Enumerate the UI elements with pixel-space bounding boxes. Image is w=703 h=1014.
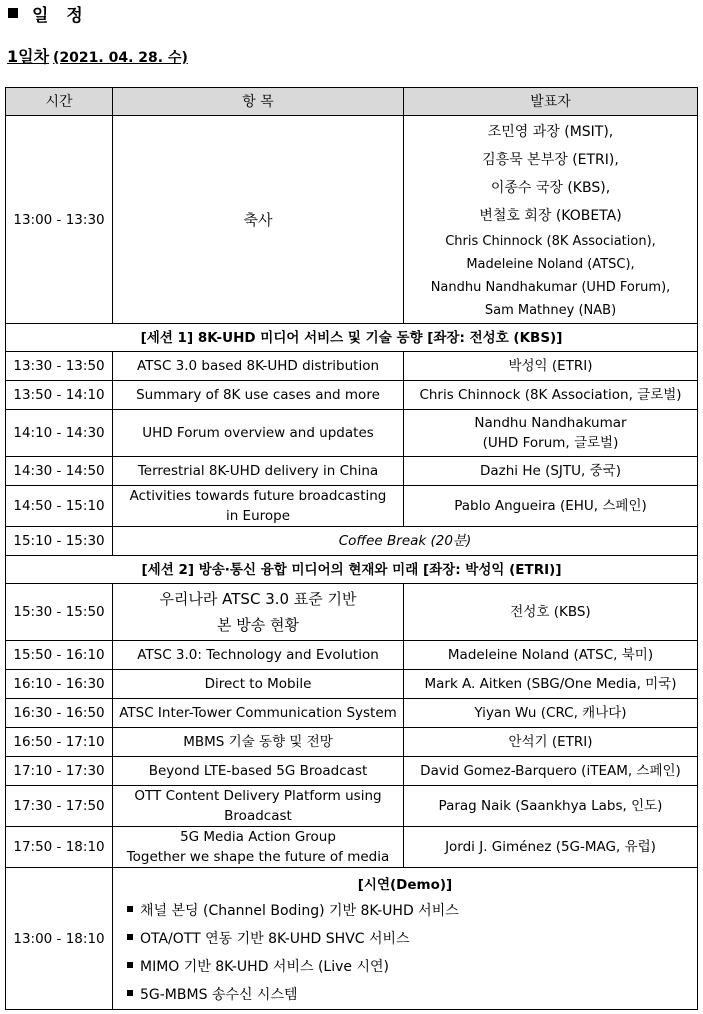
table-row: [6, 827, 698, 868]
topic-cell: ATSC 3.0: Technology and Evolution: [113, 641, 404, 670]
topic-line: 우리나라 ATSC 3.0 표준 기반: [159, 590, 357, 608]
square-bullet-icon: [127, 962, 133, 968]
table-row: [6, 786, 698, 827]
speaker-cell: Dazhi He (SJTU, 중국): [404, 457, 698, 486]
speaker-line: Sam Mathney (NAB): [484, 302, 617, 318]
session-1-title: [세션 1] 8K-UHD 미디어 서비스 및 기술 동향 [좌장: 전성호 (KBS)]: [6, 324, 698, 352]
square-bullet-icon: [127, 906, 133, 912]
topic-cell: [113, 827, 404, 868]
table-row: [6, 457, 698, 486]
topic-cell: Beyond LTE-based 5G Broadcast: [113, 757, 404, 786]
topic-line: Activities towards future broadcasting: [129, 488, 387, 504]
time-cell: 15:50 - 16:10: [6, 641, 113, 670]
session-row: [6, 556, 698, 584]
list-item: MIMO 기반 8K-UHD 서비스 (Live 시연): [127, 953, 697, 981]
speaker-cell: 전성호 (KBS): [404, 584, 698, 641]
time-cell: 16:30 - 16:50: [6, 699, 113, 728]
day-title: [7, 44, 188, 67]
square-bullet-icon: [127, 990, 133, 996]
speaker-cell: Madeleine Noland (ATSC, 북미): [404, 641, 698, 670]
table-row: [6, 584, 698, 641]
time-cell: 14:10 - 14:30: [6, 410, 113, 457]
table-row: [6, 728, 698, 757]
table-row: [6, 527, 698, 556]
topic-line: Broadcast: [224, 808, 292, 824]
table-row: [6, 381, 698, 410]
time-cell: 13:00 - 18:10: [6, 868, 113, 1010]
table-row: [6, 641, 698, 670]
topic-cell: ATSC Inter-Tower Communication System: [113, 699, 404, 728]
time-cell: 16:50 - 17:10: [6, 728, 113, 757]
time-cell: 15:10 - 15:30: [6, 527, 113, 556]
coffee-break: Coffee Break (20분): [113, 527, 698, 556]
time-cell: 17:30 - 17:50: [6, 786, 113, 827]
speaker-cell: Jordi J. Giménez (5G-MAG, 유럽): [404, 827, 698, 868]
header-time: 시간: [6, 88, 113, 116]
time-cell: 13:30 - 13:50: [6, 352, 113, 381]
day-label: 1일차: [7, 47, 50, 66]
topic-cell: ATSC 3.0 based 8K-UHD distribution: [113, 352, 404, 381]
section-heading-title: 일 정: [32, 5, 89, 26]
demo-title: [시연(Demo)]: [357, 876, 453, 893]
session-row: [6, 324, 698, 352]
speaker-line: Nandhu Nandhakumar: [474, 415, 627, 431]
speaker-cell: 박성익 (ETRI): [404, 352, 698, 381]
table-row: [6, 699, 698, 728]
speaker-line: 이종수 국장 (KBS),: [490, 179, 611, 196]
topic-line: Together we shape the future of media: [126, 849, 390, 865]
time-cell: 13:00 - 13:30: [6, 116, 113, 324]
topic-line: 5G Media Action Group: [180, 829, 336, 845]
section-heading: [8, 2, 89, 24]
speaker-line: Madeleine Noland (ATSC),: [466, 256, 635, 272]
speaker-line: 변철호 회장 (KOBETA): [479, 207, 622, 224]
speaker-cell: [404, 410, 698, 457]
list-item: 5G-MBMS 송수신 시스템: [127, 981, 697, 1009]
time-cell: 13:50 - 14:10: [6, 381, 113, 410]
list-item: 채널 본딩 (Channel Boding) 기반 8K-UHD 서비스: [127, 897, 697, 925]
time-cell: 14:30 - 14:50: [6, 457, 113, 486]
speaker-cell: Yiyan Wu (CRC, 캐나다): [404, 699, 698, 728]
topic-line: in Europe: [225, 508, 291, 524]
table-row: [6, 670, 698, 699]
list-item: OTA/OTT 연동 기반 8K-UHD SHVC 서비스: [127, 925, 697, 953]
speaker-cell: Parag Naik (Saankhya Labs, 인도): [404, 786, 698, 827]
topic-cell: Summary of 8K use cases and more: [113, 381, 404, 410]
topic-cell: Terrestrial 8K-UHD delivery in China: [113, 457, 404, 486]
square-bullet-icon: [127, 934, 133, 940]
topic-cell: MBMS 기술 동향 및 전망: [113, 728, 404, 757]
table-row: [6, 410, 698, 457]
session-2-title: [세션 2] 방송·통신 융합 미디어의 현재와 미래 [좌장: 박성익 (ETRI)]: [6, 556, 698, 584]
speaker-line: (UHD Forum, 글로벌): [482, 435, 619, 451]
topic-line: 본 방송 현황: [217, 616, 299, 634]
speaker-cell: Chris Chinnock (8K Association, 글로벌): [404, 381, 698, 410]
demo-list: [113, 897, 697, 1009]
table-row: [6, 352, 698, 381]
speaker-cell: Pablo Angueira (EHU, 스페인): [404, 486, 698, 527]
topic-cell: [113, 584, 404, 641]
table-row: [6, 868, 698, 1010]
topic-cell: UHD Forum overview and updates: [113, 410, 404, 457]
speaker-cell: [404, 116, 698, 324]
speaker-line: Nandhu Nandhakumar (UHD Forum),: [430, 279, 671, 295]
header-speaker: 발표자: [404, 88, 698, 116]
speaker-cell: David Gomez-Barquero (iTEAM, 스페인): [404, 757, 698, 786]
table-row: [6, 486, 698, 527]
square-bullet-icon: [8, 8, 18, 18]
time-cell: 15:30 - 15:50: [6, 584, 113, 641]
time-cell: 17:50 - 18:10: [6, 827, 113, 868]
table-header-row: [6, 88, 698, 116]
topic-cell: 축사: [113, 116, 404, 324]
speaker-line: 조민영 과장 (MSIT),: [487, 123, 614, 140]
topic-line: OTT Content Delivery Platform using: [134, 788, 382, 804]
demo-cell: [113, 868, 698, 1010]
speaker-line: 김흥묵 본부장 (ETRI),: [482, 151, 619, 168]
topic-cell: Direct to Mobile: [113, 670, 404, 699]
speaker-cell: Mark A. Aitken (SBG/One Media, 미국): [404, 670, 698, 699]
table-row: [6, 757, 698, 786]
table-row: [6, 116, 698, 324]
speaker-line: Chris Chinnock (8K Association),: [445, 233, 656, 249]
time-cell: 16:10 - 16:30: [6, 670, 113, 699]
topic-cell: [113, 486, 404, 527]
header-topic: 항 목: [113, 88, 404, 116]
day-date: (2021. 04. 28. 수): [53, 50, 188, 66]
schedule-table: [5, 87, 698, 1010]
time-cell: 14:50 - 15:10: [6, 486, 113, 527]
time-cell: 17:10 - 17:30: [6, 757, 113, 786]
speaker-cell: 안석기 (ETRI): [404, 728, 698, 757]
topic-cell: [113, 786, 404, 827]
